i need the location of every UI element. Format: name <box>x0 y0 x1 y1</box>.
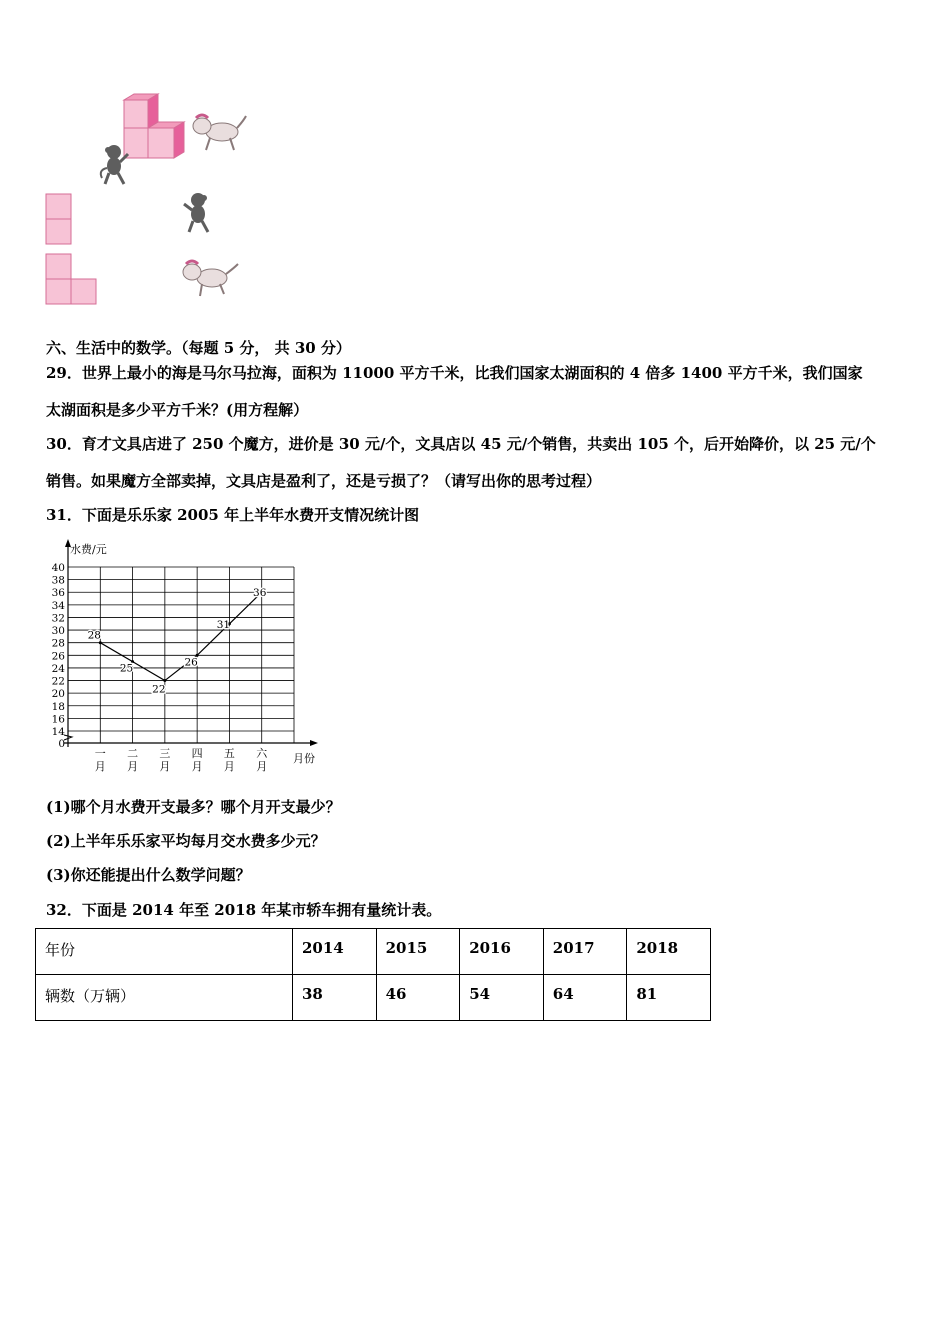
table-cell-label: 年份 <box>36 929 293 975</box>
question-30-line2: 销售。如果魔方全部卖掉，文具店是盈利了，还是亏损了？（请写出你的思考过程） <box>46 472 602 490</box>
y-tick-label: 22 <box>51 675 65 688</box>
x-axis-arrow <box>310 740 318 746</box>
views-figure-svg <box>40 90 270 310</box>
monkey-icon <box>184 193 208 232</box>
x-tick-label: 一 <box>94 747 106 760</box>
x-tick-label: 月 <box>223 760 235 773</box>
table-cell: 2017 <box>543 929 627 975</box>
y-tick-label: 38 <box>51 574 65 587</box>
question-31-sub2: (2)上半年乐乐家平均每月交水费多少元？ <box>46 832 326 850</box>
car-stats-table <box>35 928 711 1021</box>
x-tick-label: 三 <box>159 747 171 760</box>
y-tick-label: 28 <box>51 637 65 650</box>
x-tick-label: 月 <box>159 760 171 773</box>
y-tick-label: 14 <box>51 726 65 738</box>
y-tick-label: 40 <box>51 562 65 574</box>
cube-stack <box>124 94 184 158</box>
data-label: 28 <box>87 629 101 642</box>
water-fee-chart <box>48 535 328 775</box>
data-label: 22 <box>152 683 166 696</box>
y-tick-label: 26 <box>51 650 65 663</box>
table-cell: 2015 <box>376 929 460 975</box>
side-view-squares <box>46 254 96 304</box>
table-cell: 2014 <box>293 929 377 975</box>
x-tick-label: 五 <box>223 747 235 760</box>
y-tick-label: 18 <box>51 700 65 713</box>
data-point <box>163 679 166 682</box>
y-tick-label: 30 <box>51 625 65 638</box>
views-figure <box>40 90 270 310</box>
dog-icon <box>193 115 246 150</box>
table-cell: 38 <box>293 975 377 1021</box>
table-cell: 54 <box>460 975 544 1021</box>
y-tick-label: 32 <box>51 612 65 625</box>
table-cell: 2018 <box>627 929 711 975</box>
front-view-squares <box>46 194 71 244</box>
data-label: 25 <box>119 662 134 675</box>
data-label: 26 <box>184 656 198 669</box>
table-cell-label: 辆数（万辆） <box>36 975 293 1021</box>
x-tick-label: 四 <box>191 747 203 760</box>
x-tick-label: 月 <box>191 760 203 773</box>
question-29-line1: 29．世界上最小的海是马尔马拉海，面积为 11000 平方千米，比我们国家太湖面积的 4 倍多 1400 平方千米，我们国家 <box>46 364 863 382</box>
question-32-title: 32．下面是 2014 年至 2018 年某市轿车拥有量统计表。 <box>46 901 442 919</box>
table-cell: 46 <box>376 975 460 1021</box>
table-row <box>36 929 711 975</box>
chart-y-ticks <box>52 562 66 750</box>
table-cell: 2016 <box>460 929 544 975</box>
water-fee-chart-svg <box>48 535 328 775</box>
y-tick-label: 20 <box>51 688 65 701</box>
y-tick-label: 0 <box>58 738 65 750</box>
y-tick-label: 24 <box>51 662 65 675</box>
section-heading: 六、生活中的数学。（每题 5 分， 共 30 分） <box>46 339 351 357</box>
table-row <box>36 975 711 1021</box>
question-31-title: 31．下面是乐乐家 2005 年上半年水费开支情况统计图 <box>46 506 420 524</box>
chart-series <box>88 587 267 695</box>
chart-x-axis-label: 月份 <box>293 752 315 765</box>
x-tick-label: 月 <box>256 760 268 773</box>
question-30-line1: 30．育才文具店进了 250 个魔方，进价是 30 元/个，文具店以 45 元/个销售，共卖出 105 个，后开始降价，以 25 元/个 <box>46 435 876 453</box>
question-31-sub3: (3)你还能提出什么数学问题？ <box>46 866 251 884</box>
table-cell: 81 <box>627 975 711 1021</box>
data-label: 36 <box>253 587 267 600</box>
dog-icon <box>183 261 238 296</box>
x-tick-label: 二 <box>127 747 139 760</box>
chart-y-axis-label: 水费/元 <box>70 543 107 556</box>
x-tick-label: 月 <box>127 760 139 773</box>
y-tick-label: 34 <box>51 599 65 612</box>
y-tick-label: 36 <box>51 587 65 600</box>
question-31-sub1: (1)哪个月水费开支最多？哪个月开支最少？ <box>46 798 341 816</box>
data-label: 31 <box>216 618 231 631</box>
table-cell: 64 <box>543 975 627 1021</box>
question-29-line2: 太湖面积是多少平方千米？(用方程解） <box>46 401 309 419</box>
x-tick-label: 六 <box>256 747 268 760</box>
y-tick-label: 16 <box>51 713 65 726</box>
x-tick-label: 月 <box>94 760 106 773</box>
chart-x-ticks <box>95 747 268 773</box>
